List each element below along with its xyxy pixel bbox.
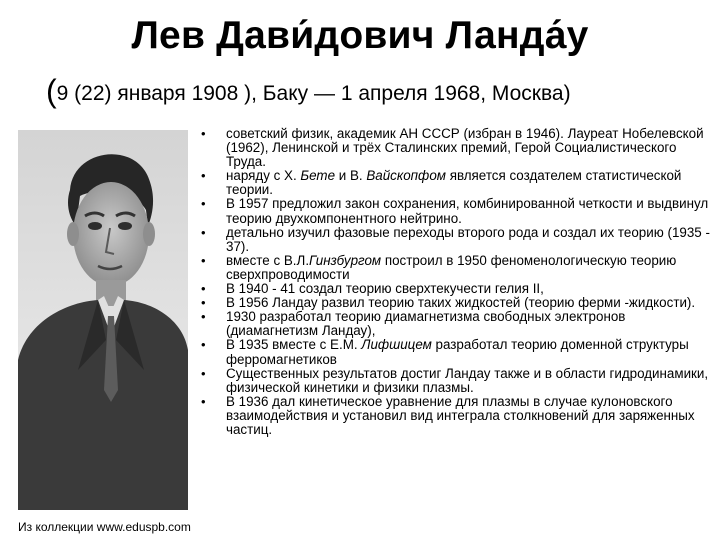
bullet-item	[196, 254, 710, 282]
bullet-italic-name: Гинзбургом	[309, 252, 382, 268]
bullet-text: наряду с Х.	[226, 168, 301, 184]
portrait-photo	[18, 130, 188, 510]
page-subtitle	[46, 74, 706, 111]
bullet-text: советский физик, академик АН СССР (избран в 1946). Лауреат Нобелевской (1962), Ленинской и трёх Сталинских премий, Герой Социалистического Труда.	[226, 126, 704, 170]
bullet-icon: •	[201, 365, 206, 381]
bullet-text: В 1957 предложил закон сохранения, комбинированной четкости и выдвинул теорию двухкомпонентного нейтрино.	[226, 196, 709, 226]
bullet-icon: •	[201, 337, 206, 353]
bullet-italic-name: Вайскопфом	[366, 168, 446, 184]
bullet-icon: •	[201, 295, 206, 311]
bullet-item	[196, 282, 710, 296]
bullet-italic-name: Бете	[300, 168, 336, 184]
bullet-item	[196, 127, 710, 169]
bullet-text: является создателем статистической теории.	[226, 168, 682, 198]
source-caption: Из коллекции www.eduspb.com	[18, 520, 191, 534]
bullet-item	[196, 197, 710, 225]
bullet-item	[196, 226, 710, 254]
subtitle-text: 9 (22) января 1908 ), Баку — 1 апреля 1968, Москва)	[56, 82, 571, 105]
bullet-icon: •	[201, 393, 206, 409]
bullet-item	[196, 310, 710, 338]
bullet-text: В 1940 - 41 создал теорию сверхтекучести гелия II,	[226, 281, 544, 297]
page-title: Лев Дави́дович Ланда́у	[131, 14, 589, 57]
bullet-icon: •	[201, 224, 206, 240]
bullet-item	[196, 367, 710, 395]
bullet-text: и В.	[335, 168, 367, 184]
bullet-item	[196, 338, 710, 366]
bullet-italic-name: Лифшицем	[361, 337, 432, 353]
bullet-text: вместе с В.Л.	[226, 252, 310, 268]
bullet-text: В 1935 вместе с Е.М.	[226, 337, 362, 353]
bullet-icon: •	[201, 252, 206, 268]
bullet-icon: •	[201, 168, 206, 184]
bullet-text: В 1956 Ландау развил теорию таких жидкостей (теорию ферми -жидкости).	[226, 295, 696, 311]
bullet-icon: •	[201, 281, 206, 297]
bullet-text: 1930 разработал теорию диамагнетизма свободных электронов (диамагнетизм Ландау),	[226, 309, 626, 339]
bullet-text: разработал теорию доменной структуры ферромагнетиков	[226, 337, 689, 367]
bullet-icon: •	[201, 309, 206, 325]
bullet-icon: •	[201, 196, 206, 212]
bullet-item	[196, 169, 710, 197]
subtitle-open-paren: (	[46, 73, 57, 109]
bullet-item	[196, 395, 710, 437]
bullet-item	[196, 296, 710, 310]
bullet-text: В 1936 дал кинетическое уравнение для плазмы в случае кулоновского взаимодействия и установил вид интеграла столкновений для заряженных частиц.	[226, 393, 695, 437]
bullet-text: Существенных результатов достиг Ландау также и в области гидродинамики, физической кинетики и физики плазмы.	[226, 365, 709, 395]
bullet-icon: •	[201, 126, 206, 141]
biography-bullet-list	[196, 127, 710, 437]
bullet-text: построил в 1950 феноменологическую теорию сверхпроводимости	[226, 252, 677, 282]
portrait-photo-icon	[18, 130, 188, 510]
bullet-text: детально изучил фазовые переходы второго рода и создал их теорию (1935 - 37).	[226, 224, 710, 254]
